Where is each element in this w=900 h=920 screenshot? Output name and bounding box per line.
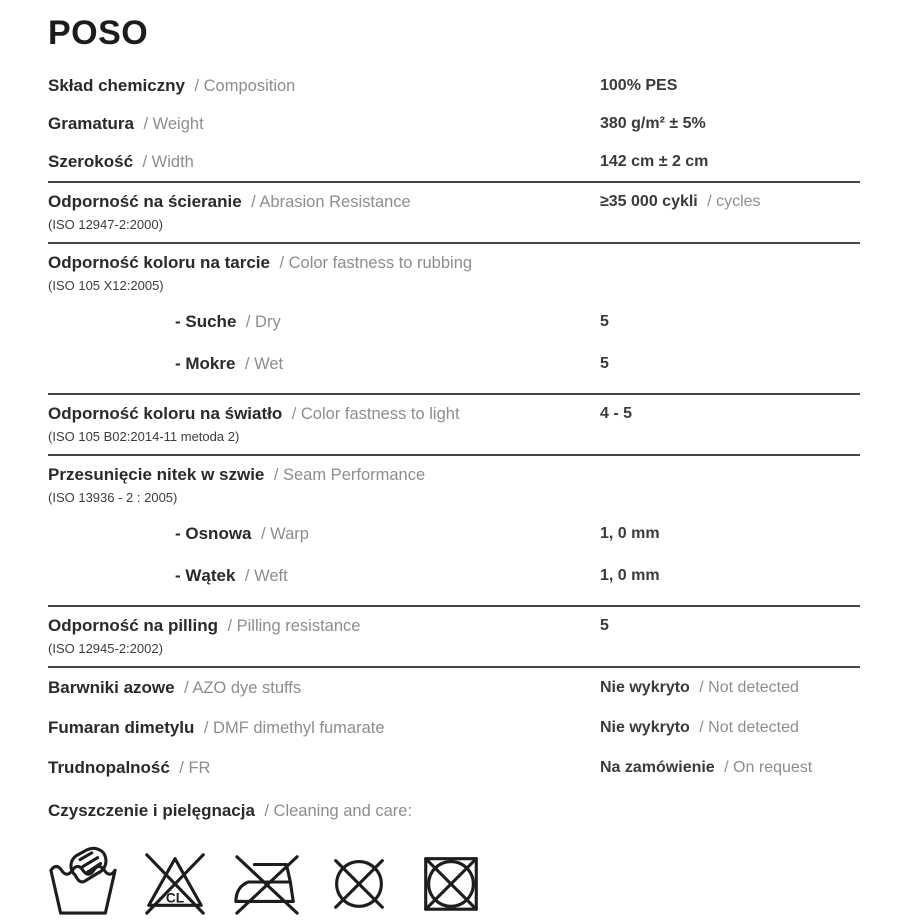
row-width [48,143,860,181]
label-pl: Barwniki azowe [48,678,175,697]
label-pl: Odporność na pilling [48,616,218,635]
iso-standard: (ISO 105 X12:2005) [48,278,164,293]
row-value [600,153,860,171]
value-text-en: / cycles [707,193,761,210]
label-line [48,252,600,275]
row-value [600,525,860,543]
row-seam-warp [48,513,860,555]
row-label [48,252,600,295]
row-dmf [48,708,860,748]
label-pl: Odporność koloru na światło [48,404,283,423]
row-label [48,524,600,544]
row-value [600,567,860,585]
iso-standard: (ISO 12947-2:2000) [48,217,163,232]
care-symbols-row [48,844,860,920]
row-label [48,464,600,507]
value-text-en: / Not detected [699,719,799,736]
page-title: POSO [48,14,149,52]
row-value [600,191,860,213]
row-light [48,395,860,454]
label-pl: Przesunięcie nitek w szwie [48,465,265,484]
value-text: 380 g/m² ± 5% [600,115,706,132]
row-label [48,191,600,234]
section-rubbing [48,244,860,393]
label-en: / Weight [143,115,204,133]
label-en: / Pilling resistance [227,617,361,635]
label-pl: Szerokość [48,152,134,171]
row-label [48,354,600,374]
row-value [600,355,860,373]
row-fr [48,748,860,788]
label-en: / Abrasion Resistance [251,193,411,211]
label-en: / Color fastness to rubbing [279,254,473,272]
row-value [600,759,860,777]
row-label [48,678,600,698]
row-label [48,758,600,778]
row-label [48,403,600,446]
row-value [600,403,860,425]
seam-subrows [48,513,860,597]
row-pilling [48,607,860,666]
cl-label: CL [165,890,185,906]
row-value [600,115,860,133]
label-pl: Czyszczenie i pielęgnacja [48,801,255,820]
label-en: / Dry [245,313,281,331]
label-line [48,403,600,426]
value-text: ≥35 000 cykli [600,193,698,210]
label-pl: Odporność koloru na tarcie [48,253,270,272]
label-en: / Seam Performance [273,466,426,484]
label-en: / Composition [194,77,296,95]
label-en: / FR [179,759,211,777]
label-en: / Warp [260,525,309,543]
label-pl: Trudnopalność [48,758,170,777]
label-en: / Width [142,153,194,171]
value-text: Nie wykryto [600,679,690,696]
do-not-bleach-icon [140,844,210,920]
do-not-iron-icon [232,844,302,920]
label-line [48,191,600,214]
iso-standard: (ISO 12945-2:2002) [48,641,163,656]
label-pl: Fumaran dimetylu [48,718,195,737]
row-label [48,615,600,658]
value-text: Na zamówienie [600,759,715,776]
row-label [48,566,600,586]
do-not-tumble-dry-icon [416,844,486,920]
row-composition [48,67,860,105]
row-label [48,718,600,738]
value-text-en: / Not detected [699,679,799,696]
label-line [48,615,600,638]
label-pl: - Wątek [175,566,236,585]
row-value [600,719,860,737]
row-weight [48,105,860,143]
row-abrasion [48,183,860,242]
row-label [48,312,600,332]
row-label [48,76,600,96]
row-rubbing-dry [48,301,860,343]
label-en: / Cleaning and care: [264,802,413,820]
value-text: 142 cm ± 2 cm [600,153,709,170]
row-cleaning-care [48,790,860,832]
iso-standard: (ISO 13936 - 2 : 2005) [48,490,178,505]
iso-standard: (ISO 105 B02:2014-11 metoda 2) [48,429,240,444]
label-pl: - Suche [175,312,237,331]
row-label [48,152,600,172]
rubbing-subrows [48,301,860,385]
row-rubbing [48,252,860,295]
value-text-en: / On request [724,759,813,776]
label-pl: Skład chemiczny [48,76,186,95]
value-text: 4 - 5 [600,405,633,422]
hand-wash-icon [48,844,118,920]
label-en: / Wet [244,355,284,373]
row-rubbing-wet [48,343,860,385]
value-text: 5 [600,313,609,330]
row-value [600,77,860,95]
section-seam [48,456,860,605]
label-line [48,464,600,487]
label-en: / AZO dye stuffs [184,679,302,697]
label-pl: - Osnowa [175,524,252,543]
value-text: 1, 0 mm [600,567,660,584]
label-en: / Weft [244,567,288,585]
value-text: 5 [600,355,609,372]
row-value [600,313,860,331]
row-label [48,114,600,134]
row-seam-weft [48,555,860,597]
label-en: / Color fastness to light [291,405,460,423]
value-text: 5 [600,617,609,634]
label-en: / DMF dimethyl fumarate [203,719,385,737]
value-text: 100% PES [600,77,678,94]
row-label [48,801,412,821]
row-value [600,679,860,697]
row-value [600,615,860,637]
label-pl: Odporność na ścieranie [48,192,242,211]
label-pl: - Mokre [175,354,236,373]
row-azo [48,668,860,708]
value-text: 1, 0 mm [600,525,660,542]
label-pl: Gramatura [48,114,134,133]
row-seam [48,464,860,507]
value-text: Nie wykryto [600,719,690,736]
do-not-dry-clean-icon [324,844,394,920]
